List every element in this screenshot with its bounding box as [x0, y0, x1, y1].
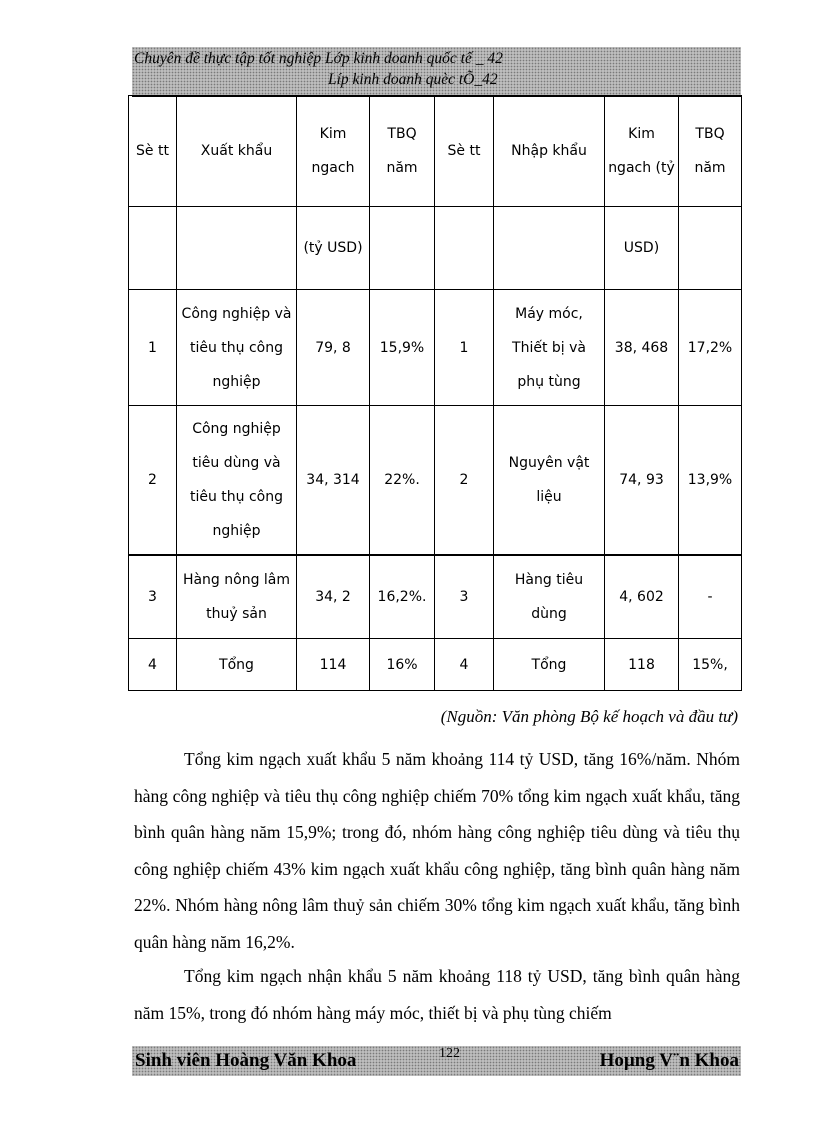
header-title: Chuyên đề thực tập tốt nghiệp Lớp kinh doanh quốc tế _ 42: [134, 50, 503, 67]
header-import-value: Kim ngach (tỷ: [605, 96, 679, 207]
export-unit: (tỷ USD): [297, 207, 370, 290]
trade-table: [128, 95, 742, 691]
table-row: 2 Công nghiệp tiêu dùng và tiêu thụ công nghiệp 34, 314 22%. 2 Nguyên vật liệu 74, 93 13,9%: [129, 406, 742, 555]
table-header-row: [129, 96, 742, 207]
table-row: 3 Hàng nông lâm thuỷ sản 34, 2 16,2%. 3 Hàng tiêu dùng 4, 602 -: [129, 555, 742, 639]
footer-student: Sinh viên Hoàng Văn Khoa: [135, 1050, 357, 1071]
footer-name: Hoµng V¨n Khoa: [599, 1050, 739, 1071]
import-unit: USD): [605, 207, 679, 290]
body-paragraph-1: Tổng kim ngạch xuất khẩu 5 năm khoảng 114 tỷ USD, tăng 16%/năm. Nhóm hàng công nghiệp và tiêu thụ công nghiệp chiếm 70% tổng kim ngạch xuất khẩu, tăng bình quân hàng năm 15,9%; trong đó, nhóm hàng công nghiệp tiêu dùng và tiêu thụ công nghiệp chiếm 43% kim ngạch xuất khẩu công nghiệp, tăng bình quân hàng năm 22%. Nhóm hàng nông lâm thuỷ sản chiếm 30% tổng kim ngạch xuất khẩu, tăng bình quân hàng năm 16,2%.: [134, 749, 740, 952]
header-stt: Sè tt: [129, 96, 177, 207]
table-row-total: 4 Tổng 114 16% 4 Tổng 118 15%,: [129, 639, 742, 691]
header-stt2: Sè tt: [435, 96, 494, 207]
header-subtitle: Líp kinh doanh quèc tÕ_42: [328, 71, 498, 88]
page-footer: [132, 1046, 741, 1076]
page-number: 122: [439, 1046, 460, 1061]
header-import: Nhập khẩu: [494, 96, 605, 207]
header-import-rate: TBQ năm: [679, 96, 742, 207]
header-export: Xuất khẩu: [177, 96, 297, 207]
table-source: (Nguồn: Văn phòng Bộ kế hoạch và đầu tư): [440, 707, 738, 726]
header-export-value: Kim ngach: [297, 96, 370, 207]
table-row: 1 Công nghiệp và tiêu thụ công nghiệp 79, 8 15,9% 1 Máy móc, Thiết bị và phụ tùng 38, 468 17,2%: [129, 290, 742, 406]
page-header: [132, 47, 741, 97]
header-export-rate: TBQ năm: [370, 96, 435, 207]
body-paragraph-2: Tổng kim ngạch nhận khẩu 5 năm khoảng 118 tỷ USD, tăng bình quân hàng năm 15%, trong đó nhóm hàng máy móc, thiết bị và phụ tùng chiếm: [134, 966, 740, 1023]
table-unit-row: [129, 207, 742, 290]
